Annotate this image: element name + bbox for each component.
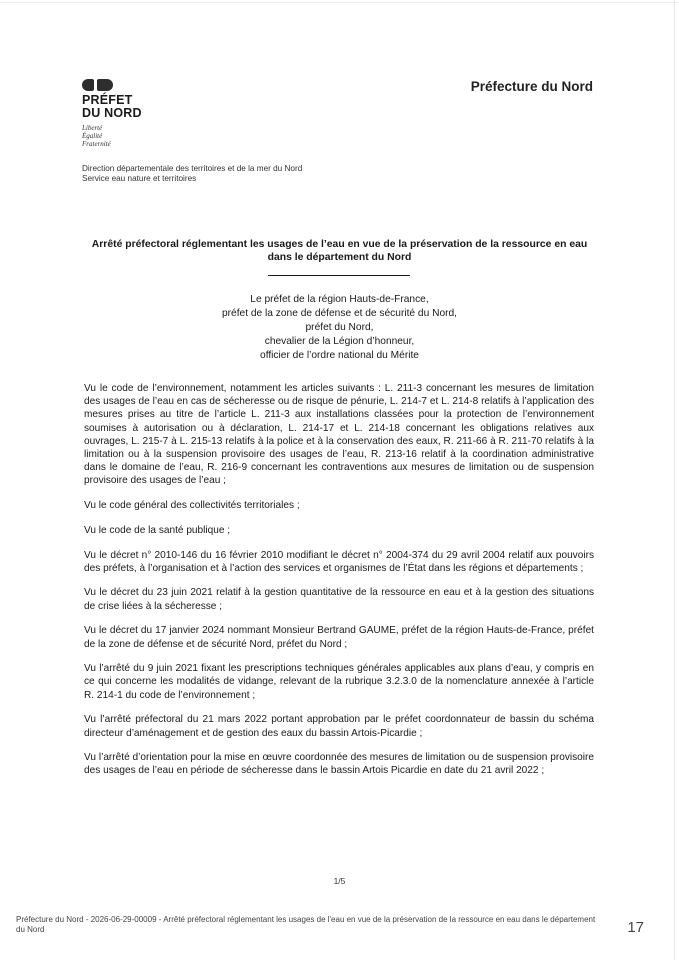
page-top-edge [0,2,679,3]
consideration-paragraph: Vu le décret n° 2010-146 du 16 février 2010 modifiant le décret n° 2004-374 du 29 avril 2004 relatif aux pouvoirs des préfets, à l’organisation et à l’action des services et organismes de l’État dans les régions et départements ; [84,549,594,574]
considerations [84,382,594,789]
title-divider [268,275,410,276]
motto-liberte: Liberté [82,124,103,132]
prefet-title-line: officier de l’ordre national du Mérite [260,350,419,361]
prefet-title-line: Le préfet de la région Hauts-de-France, [250,294,429,305]
prefet-title-line: préfet du Nord, [305,322,374,333]
direction-block [82,164,302,184]
motto-fraternite: Fraternité [82,140,111,148]
consideration-paragraph: Vu le code de l’environnement, notamment les articles suivants : L. 211-3 concernant les mesures de limitation des usages de l’eau en cas de sécheresse ou de risque de pénurie, L. 214-7 et L. 214-8 relatifs à l’application des mesures prises au titre de l’article L. 211-3 aux installations classées pour la protection de l’environnement soumises à autorisation ou à déclaration, L. 214-17 et L. 214-18 concernant les obligations relatives aux ouvrages, L. 215-7 à L. 215-13 relatifs à la police et à la conservation des eaux, R. 211-66 à R. 211-70 relatifs à la limitation ou à la suspension provisoire des usages de l’eau, R. 213-16 relatif à la coordination administrative dans le domaine de l’eau, R. 216-9 concernant les contraventions aux mesures de limitation ou de suspension provisoire des usages de l’eau ; [84,383,594,487]
consideration-paragraph: Vu l’arrêté du 9 juin 2021 fixant les prescriptions techniques générales applicables aux plans d’eau, y compris en ce qui concerne les modalités de vidange, relevant de la rubrique 3.2.3.0 de la nomenclature annexée à l’article R. 214-1 du code de l’environnement ; [84,663,594,701]
consideration-paragraph: Vu l’arrêté préfectoral du 21 mars 2022 portant approbation par le préfet coordonnateur de bassin du schéma directeur d’aménagement et de gestion des eaux du bassin Artois-Picardie ; [84,714,594,739]
consideration-paragraph: Vu le décret du 23 juin 2021 relatif à la gestion quantitative de la ressource en eau et à la gestion des situations de crise liées à la sécheresse ; [84,587,594,612]
consideration-paragraph: Vu le décret du 17 janvier 2024 nommant Monsieur Bertrand GAUME, préfet de la région Hauts-de-France, préfet de la zone de défense et de sécurité Nord, préfet du Nord ; [84,625,594,650]
direction-line-1: Direction départementale des territoires et de la mer du Nord [82,164,303,173]
direction-line-2: Service eau nature et territoires [82,174,197,183]
prefet-title-line: préfet de la zone de défense et de sécurité du Nord, [221,308,458,319]
prefet-title-line: chevalier de la Légion d’honneur, [264,336,415,347]
motto-egalite: Égalité [82,132,103,140]
logo-line-1: PRÉFET [82,93,133,107]
footer-page-number: 17 [627,919,644,936]
consideration-paragraph: Vu le code général des collectivités territoriales ; [84,500,300,512]
motto [82,124,192,148]
prefet-titles [82,293,597,363]
page-right-edge [674,0,675,960]
document-title: Arrêté préfectoral réglementant les usages de l’eau en vue de la préservation de la ressource en eau dans le département du Nord [91,239,588,263]
consideration-paragraph: Vu le code de la santé publique ; [84,524,231,536]
prefet-logo [82,78,192,148]
prefecture-name: Préfecture du Nord [470,79,593,94]
logo-line-2: DU NORD [82,106,142,120]
marianne-icon [82,78,192,92]
consideration-paragraph: Vu l’arrêté d’orientation pour la mise en œuvre coordonnée des mesures de limitation ou de suspension provisoire des usages de l’eau en période de sécheresse dans le bassin Artois Picardie en date du 21 avril 2022 ; [84,752,594,777]
footer-text: Préfecture du Nord - 2026-06-29-00009 - Arrêté préfectoral réglementant les usages de l'eau en vue de la préservation de la ressource en eau dans le département du Nord [16,915,596,934]
page-number: 1/5 [333,876,346,886]
